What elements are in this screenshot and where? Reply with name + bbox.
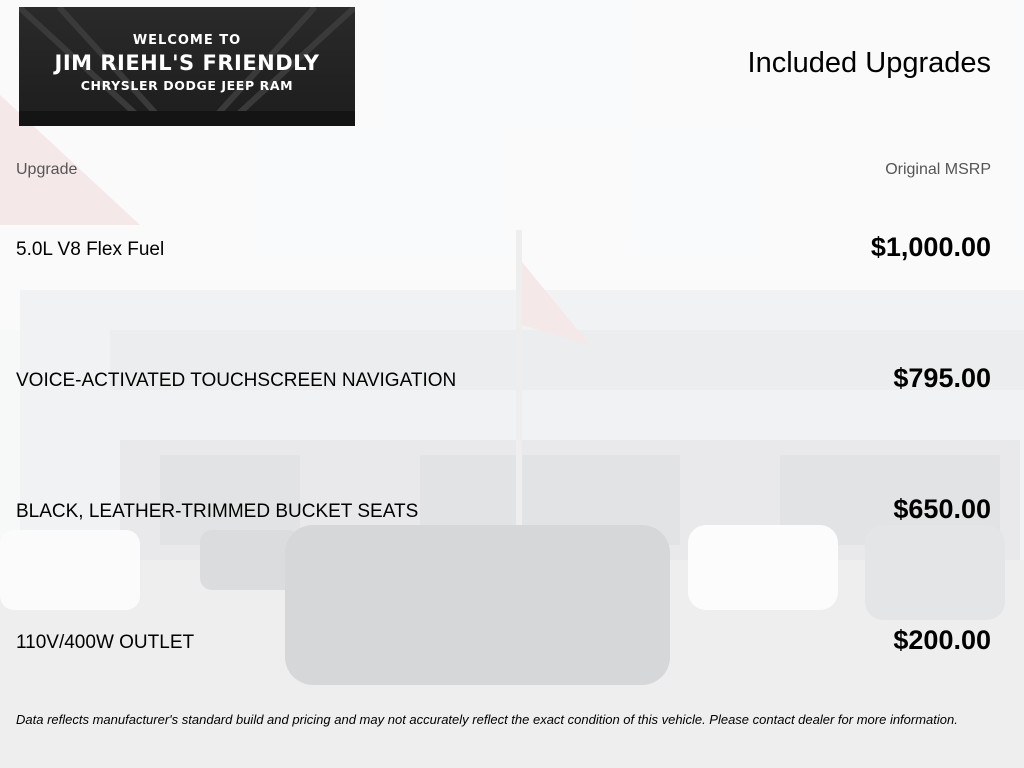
upgrade-price: $650.00 xyxy=(893,494,991,524)
logo-dealer-name: JIM RIEHL'S FRIENDLY xyxy=(54,51,320,75)
disclaimer-text: Data reflects manufacturer's standard build and pricing and may not accurately reflect the exact condition of this vehicle. Please contact dealer for more information. xyxy=(16,712,958,727)
upgrade-price: $1,000.00 xyxy=(870,232,991,262)
upgrade-row xyxy=(16,623,991,663)
upgrade-name: VOICE-ACTIVATED TOUCHSCREEN NAVIGATION xyxy=(16,370,457,391)
upgrade-name: 5.0L V8 Flex Fuel xyxy=(16,239,165,260)
upgrade-row xyxy=(16,492,991,532)
upgrade-name: BLACK, LEATHER-TRIMMED BUCKET SEATS xyxy=(16,501,419,522)
upgrade-name: 110V/400W OUTLET xyxy=(16,632,195,653)
column-header-msrp: Original MSRP xyxy=(885,161,991,178)
upgrade-price: $795.00 xyxy=(893,363,991,393)
dealer-logo xyxy=(19,7,355,126)
upgrade-row xyxy=(16,361,991,401)
page-title: Included Upgrades xyxy=(747,47,991,79)
logo-welcome-text: WELCOME TO xyxy=(132,33,242,48)
upgrade-price: $200.00 xyxy=(893,625,991,655)
upgrade-row xyxy=(16,230,991,270)
logo-brands-text: CHRYSLER DODGE JEEP RAM xyxy=(80,78,294,93)
column-header-upgrade: Upgrade xyxy=(16,161,78,178)
